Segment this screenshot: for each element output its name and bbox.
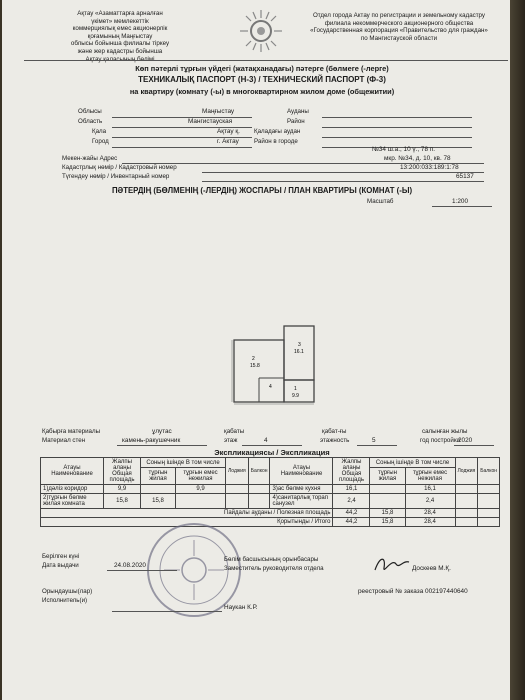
field-underline (322, 117, 472, 118)
floors-label-kz: қабат-ғы (322, 428, 347, 435)
room-area: 9.9 (292, 393, 299, 399)
room-nonliving: 16,1 (405, 485, 455, 494)
header-right-line: по Мангистауской области (360, 34, 438, 42)
col-header-balcony: Балкон (478, 458, 500, 485)
field-underline (112, 147, 252, 148)
room-loggia (455, 485, 478, 494)
header-right-line: «Государственная корпорация «Правительство для граждан» (310, 27, 488, 35)
executor-name: Наукан К.Р. (224, 604, 258, 611)
floor-value: 4 (264, 437, 268, 444)
col-header-living: тұрғын жилая (370, 468, 405, 485)
cadastral-value: 13:200:033:189:1:78 (400, 164, 459, 171)
room-balcony (478, 494, 500, 509)
room-living: 15,8 (141, 494, 176, 509)
summary-total: 44,2 (333, 518, 370, 527)
title-kz: Көп пәтерлі тұрғын үйдегі (жатақханадағы) пәтерге (бөлмеге (-лерге) (135, 64, 389, 73)
floor-label-ru: этаж (224, 437, 238, 444)
room-loggia (226, 485, 249, 494)
header-left-line: және жер кадастры бойынша (77, 47, 163, 55)
inventory-value: 65137 (456, 173, 474, 180)
header-left-line: коммерциялық емес акционерлік (72, 25, 168, 33)
room-total: 9,9 (104, 485, 141, 494)
useful-balcony (478, 509, 500, 518)
col-header-loggia: Лоджия (455, 458, 478, 485)
address-value-ru: мкр. №34, д. 10, кв. 78 (384, 155, 451, 162)
table-row (41, 494, 500, 509)
col-header-loggia: Лоджия (226, 458, 249, 485)
oblys-label: Облысы (78, 108, 102, 115)
summary-living: 15,8 (370, 518, 405, 527)
col-header-nonliving: тұрғын емес нежилая (405, 468, 455, 485)
col-header-name: Атауы Наименование (41, 458, 104, 485)
useful-living: 15,8 (370, 509, 405, 518)
useful-loggia (455, 509, 478, 518)
room-nonliving: 2,4 (405, 494, 455, 509)
raion-gorod-label: Район в городе (254, 138, 298, 145)
room-balcony (248, 485, 270, 494)
room-nonliving: 9,9 (176, 485, 226, 494)
registry-number: реестровый № заказа 002197440640 (358, 588, 468, 595)
document-page (2, 0, 510, 700)
useful-nonliving: 28,4 (405, 509, 455, 518)
col-header-nonliving: тұрғын емес нежилая (176, 468, 226, 485)
signature-icon (372, 552, 412, 576)
room-number: 4 (269, 384, 272, 390)
useful-total: 44,2 (333, 509, 370, 518)
year-value: 2020 (458, 437, 473, 444)
room-total: 15,8 (104, 494, 141, 509)
kala-audan-label: Қаладағы аудан (254, 128, 301, 135)
room-name: 4)санитарлық торап санузел (270, 494, 333, 509)
summary-balcony (478, 518, 500, 527)
year-label-ru: год постройки (420, 437, 460, 444)
summary-loggia (455, 518, 478, 527)
field-underline (202, 172, 484, 173)
plan-heading: ПӘТЕРДІҢ (БӨЛМЕНІҢ (-ЛЕРДІҢ) ЖОСПАРЫ / ПЛАН КВАРТИРЫ (КОМНАТ (-Ы) (111, 186, 413, 195)
useful-area-label: Пайдалы ауданы / Полезная площадь (41, 509, 333, 518)
summary-row (41, 518, 500, 527)
field-underline (357, 445, 397, 446)
oblast-value: Мангистауская (188, 118, 233, 125)
room-loggia (226, 494, 249, 509)
room-name: 3)ас бөлме кухня (270, 485, 333, 494)
room-nonliving (176, 494, 226, 509)
room-balcony (248, 494, 270, 509)
field-underline (322, 127, 472, 128)
room-number: 2 (252, 356, 255, 362)
explication-table (40, 457, 500, 527)
table-row (41, 485, 500, 494)
room-balcony (478, 485, 500, 494)
inventory-label: Түгендеу нөмір / Инвентарный номер (62, 173, 170, 180)
walls-label-kz: Қабырға материалы (42, 428, 101, 435)
col-header-total: Жалпы алаңы Общая площадь (104, 458, 141, 485)
room-living (370, 485, 405, 494)
cadastral-label: Кадастрлық нөмір / Кадастровый номер (62, 164, 177, 171)
address-value-kz: №34 ш.а., 10 ү., 78 п. (372, 146, 436, 153)
field-underline (107, 570, 177, 571)
explication-title: Экспликациясы / Экспликация (214, 448, 330, 457)
summary-nonliving: 28,4 (405, 518, 455, 527)
deputy-label-ru: Заместитель руководителя отдела (224, 565, 324, 572)
floor-plan (214, 318, 324, 410)
useful-area-row (41, 509, 500, 518)
header-left-line: қоғамының Маңғыстау (87, 32, 153, 40)
issued-label-kz: Берілген күні (42, 553, 80, 560)
room-total: 2,4 (333, 494, 370, 509)
walls-value-kz: ұлутас (152, 428, 172, 435)
emblem-logo-icon (230, 6, 292, 56)
walls-label-ru: Материал стен (42, 437, 86, 444)
col-header-living: тұрғын жилая (141, 468, 176, 485)
floors-label-ru: этажность (320, 437, 350, 444)
floors-value: 5 (372, 437, 376, 444)
room-living (370, 494, 405, 509)
scale-value: 1:200 (452, 198, 468, 205)
room-loggia (455, 494, 478, 509)
col-header-of-which: Соның ішінде В том числе (141, 458, 226, 468)
field-underline (432, 206, 492, 207)
deputy-label-kz: Бөлім басшысының орынбасары (224, 556, 319, 563)
header-right-line: филиала некоммерческого акционерного общества (324, 19, 474, 27)
executor-label-kz: Орындаушы(лар) (42, 588, 93, 595)
scale-label: Масштаб (367, 198, 394, 205)
gorod-value: г. Актау (217, 138, 239, 145)
title-sub: на квартиру (комнату (-ы) в многоквартирном жилом доме (общежитии) (129, 87, 395, 96)
col-header-of-which: Соның ішінде В том числе (370, 458, 455, 468)
header-right-line: Отдел города Актау по регистрации и земельному кадастру (312, 12, 486, 19)
header-left-line: үкімет» мемлекеттік (91, 17, 149, 25)
field-underline (322, 137, 472, 138)
kala-value: Ақтау қ. (217, 128, 240, 135)
field-underline (112, 611, 222, 612)
oblast-label: Область (78, 118, 103, 125)
header-left-line: Ақтау «Азаматтарға арналған (77, 10, 163, 17)
room-total: 16,1 (333, 485, 370, 494)
room-name: 1)дәліз коридор (41, 485, 104, 494)
room-number: 1 (294, 386, 297, 392)
address-label: Мекен-жайы Адрес (62, 155, 118, 162)
table-header-row (41, 458, 500, 468)
col-header-balcony: Балкон (248, 458, 270, 485)
gorod-label: Город (92, 138, 109, 145)
col-header-name: Атауы Наименование (270, 458, 333, 485)
kala-label: Қала (92, 128, 107, 135)
room-area: 15.8 (250, 363, 260, 369)
field-underline (454, 445, 494, 446)
header-left-line: Ақтау қаласының бөлімі (85, 55, 155, 63)
summary-label: Қорытынды / Итого (41, 518, 333, 527)
audany-label: Ауданы (287, 108, 309, 115)
title-main: ТЕХНИКАЛЫҚ ПАСПОРТ (Н-3) / ТЕХНИЧЕСКИЙ ПАСПОРТ (Ф-3) (138, 75, 386, 84)
field-underline (242, 445, 302, 446)
deputy-name: Доскеев М.Қ. (412, 565, 451, 572)
room-area: 16.1 (294, 349, 304, 355)
walls-value-ru: камень-ракушечник (122, 437, 181, 444)
executor-label-ru: Исполнитель(и) (42, 597, 88, 604)
year-label-kz: салынған жылы (422, 428, 468, 435)
col-header-total: Жалпы алаңы Общая площадь (333, 458, 370, 485)
background-edge (510, 0, 525, 700)
oblys-value: Маңғыстау (202, 108, 235, 115)
header-divider (24, 60, 508, 61)
room-living (141, 485, 176, 494)
room-number: 3 (298, 342, 301, 348)
raion-label: Район (287, 118, 305, 125)
room-name: 2)тұрғын бөлме жилая комната (41, 494, 104, 509)
issued-label-ru: Дата выдачи (42, 562, 79, 569)
header-right (294, 12, 504, 42)
floor-label-kz: қабаты (224, 428, 245, 435)
header-left (30, 10, 210, 63)
header-left-line: облысы бойынша филиалы тіркеу (70, 40, 170, 48)
field-underline (202, 181, 484, 182)
field-underline (117, 445, 207, 446)
issued-value: 24.08.2020 (114, 562, 146, 569)
